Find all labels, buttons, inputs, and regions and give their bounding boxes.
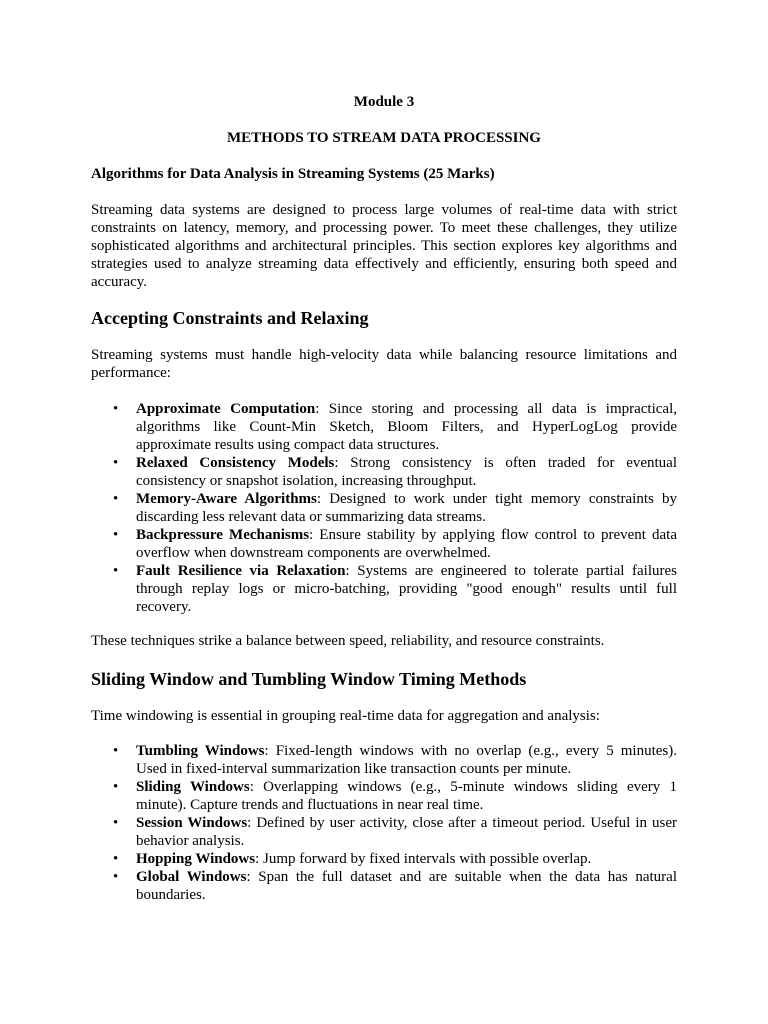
windows-list bbox=[91, 742, 677, 904]
section-lead-windows: Time windowing is essential in grouping real-time data for aggregation and analysis: bbox=[91, 708, 600, 724]
list-item-text: : Defined by user activity, close after a timeout period. Useful in user behavior analysis. bbox=[136, 815, 677, 849]
section-lead-constraints: Streaming systems must handle high-velocity data while balancing resource limitations and performance: bbox=[91, 347, 677, 381]
list-item bbox=[91, 778, 677, 814]
list-item-term: Backpressure Mechanisms bbox=[136, 527, 310, 543]
list-item-term: Approximate Computation bbox=[136, 401, 316, 417]
list-item-text: : Designed to work under tight memory constraints by discarding less relevant data or summarizing data streams. bbox=[136, 491, 677, 525]
list-item-text: : Jump forward by fixed intervals with possible overlap. bbox=[255, 851, 592, 867]
list-item-text: : Since storing and processing all data is impractical, algorithms like Count-Min Sketch, Bloom Filters, and HyperLogLog provide approximate results using compact data structures. bbox=[136, 401, 677, 453]
module-label: Module 3 bbox=[353, 94, 415, 110]
section-closing-constraints: These techniques strike a balance between speed, reliability, and resource constraints. bbox=[91, 633, 605, 649]
document-title: METHODS TO STREAM DATA PROCESSING bbox=[227, 130, 541, 146]
list-item-term: Sliding Windows bbox=[136, 779, 250, 795]
list-item-text: : Ensure stability by applying flow control to prevent data overflow when downstream components are overwhelmed. bbox=[136, 527, 677, 561]
section-heading-windows: Sliding Window and Tumbling Window Timing Methods bbox=[91, 669, 527, 689]
list-item-term: Memory-Aware Algorithms bbox=[136, 491, 317, 507]
section-heading-constraints: Accepting Constraints and Relaxing bbox=[91, 308, 369, 328]
intro-paragraph: Streaming data systems are designed to process large volumes of real-time data with strict constraints on latency, memory, and processing power. To meet these challenges, they utilize sophisticated algorithms and architectural principles. This section explores key algorithms and strategies used to analyze streaming data effectively and efficiently, ensuring both speed and accuracy. bbox=[91, 202, 677, 290]
list-item bbox=[91, 742, 677, 778]
list-item-term: Global Windows bbox=[136, 869, 247, 885]
document-subtitle: Algorithms for Data Analysis in Streaming Systems (25 Marks) bbox=[91, 166, 495, 182]
list-item-term: Tumbling Windows bbox=[136, 743, 265, 759]
list-item-text: : Overlapping windows (e.g., 5-minute windows sliding every 1 minute). Capture trends and fluctuations in near real time. bbox=[136, 779, 677, 813]
list-item bbox=[91, 850, 677, 868]
list-item bbox=[91, 400, 677, 454]
list-item bbox=[91, 562, 677, 616]
list-item bbox=[91, 454, 677, 490]
list-item-text: : Systems are engineered to tolerate partial failures through replay logs or micro-batching, providing "good enough" results until full recovery. bbox=[136, 563, 677, 615]
list-item bbox=[91, 490, 677, 526]
constraints-list bbox=[91, 400, 677, 616]
list-item-term: Relaxed Consistency Models bbox=[136, 455, 335, 471]
list-item-term: Session Windows bbox=[136, 815, 248, 831]
list-item-text: : Fixed-length windows with no overlap (e.g., every 5 minutes). Used in fixed-interval summarization like transaction counts per minute. bbox=[136, 743, 677, 777]
list-item bbox=[91, 814, 677, 850]
list-item-text: : Strong consistency is often traded for eventual consistency or snapshot isolation, increasing throughput. bbox=[136, 455, 677, 489]
list-item-text: : Span the full dataset and are suitable when the data has natural boundaries. bbox=[136, 869, 677, 903]
list-item-term: Hopping Windows bbox=[136, 851, 256, 867]
list-item-term: Fault Resilience via Relaxation bbox=[136, 563, 346, 579]
list-item bbox=[91, 526, 677, 562]
list-item bbox=[91, 868, 677, 904]
